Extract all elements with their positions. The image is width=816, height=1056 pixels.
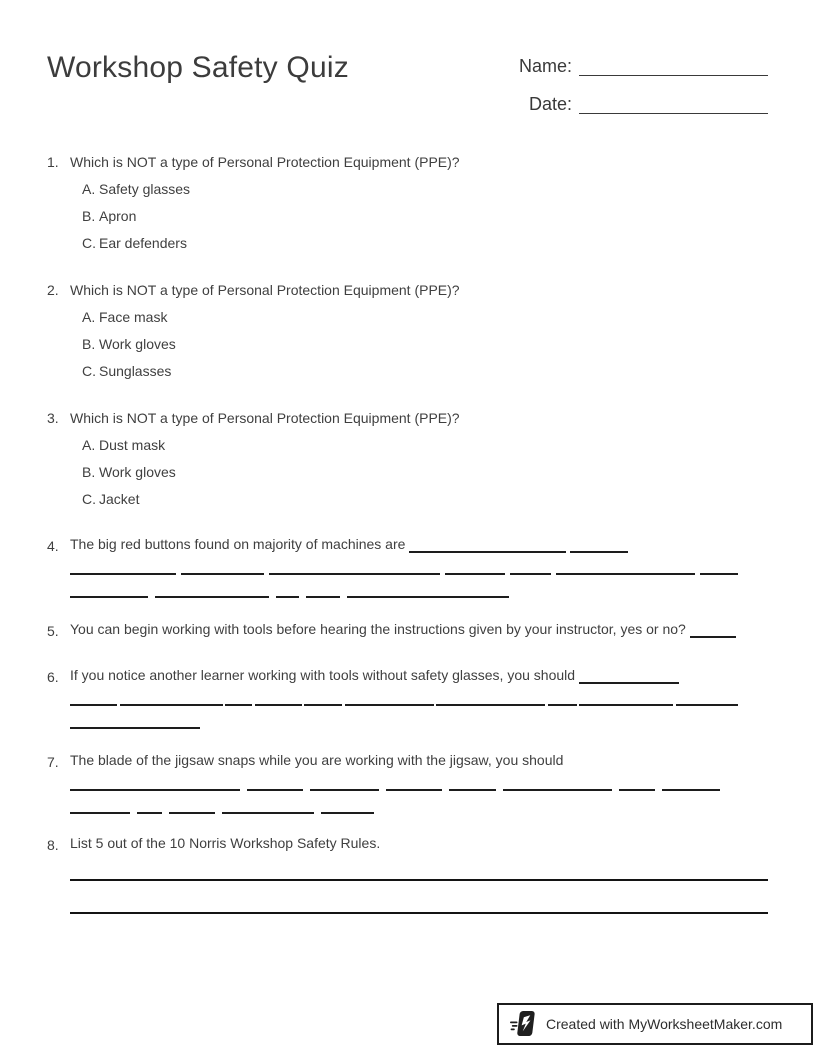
answer-blank[interactable]	[169, 812, 215, 814]
question-number: 1.	[47, 154, 59, 170]
question-text: Which is NOT a type of Personal Protection Equipment (PPE)?	[70, 154, 460, 170]
answer-blank[interactable]	[310, 789, 379, 791]
question-content	[70, 664, 768, 733]
option-text: Jacket	[99, 491, 140, 507]
credit-text: Created with MyWorksheetMaker.com	[546, 1016, 783, 1032]
answer-blank[interactable]	[70, 573, 176, 575]
answer-blank[interactable]	[548, 704, 577, 706]
question-item-3	[47, 405, 768, 513]
option-text: Work gloves	[99, 336, 176, 352]
credit-badge	[497, 1003, 813, 1045]
answer-blank[interactable]	[321, 812, 374, 814]
option-text: Dust mask	[99, 437, 166, 453]
option-text: Face mask	[99, 309, 168, 325]
answer-blank[interactable]	[255, 704, 302, 706]
question-text: Which is NOT a type of Personal Protection Equipment (PPE)?	[70, 282, 460, 298]
answer-blank[interactable]	[386, 789, 442, 791]
answer-blank-row	[70, 579, 738, 602]
answer-blank-row	[70, 556, 738, 579]
answer-line[interactable]	[70, 879, 768, 881]
question-content	[70, 749, 768, 818]
option-text: Sunglasses	[99, 363, 172, 379]
question-number: 7.	[47, 754, 59, 770]
choice-option[interactable]	[82, 304, 768, 331]
option-letter: C.	[82, 491, 96, 507]
myworksheetmaker-logo-icon	[510, 1009, 537, 1039]
answer-blank-row	[70, 795, 738, 818]
question-text: You can begin working with tools before hearing the instructions given by your instructor, yes or no?	[70, 618, 738, 641]
question-number: 4.	[47, 538, 59, 554]
question-text: If you notice another learner working with tools without safety glasses, you should	[70, 664, 738, 687]
choice-option[interactable]	[82, 203, 768, 230]
option-letter: B.	[82, 208, 96, 224]
worksheet-header	[0, 0, 816, 115]
name-field	[510, 51, 768, 77]
answer-blank[interactable]	[225, 704, 252, 706]
question-text: Which is NOT a type of Personal Protection Equipment (PPE)?	[70, 410, 460, 426]
answer-blank[interactable]	[676, 704, 738, 706]
answer-blank[interactable]	[155, 596, 269, 598]
answer-blank[interactable]	[222, 812, 314, 814]
question-list	[0, 115, 816, 914]
question-item-7	[47, 749, 768, 818]
answer-blank[interactable]	[700, 573, 738, 575]
answer-blank[interactable]	[70, 596, 148, 598]
answer-blank-row	[70, 772, 738, 795]
date-field	[510, 89, 768, 115]
answer-blank[interactable]	[120, 704, 223, 706]
answer-blank-row	[70, 687, 738, 710]
question-item-1	[47, 149, 768, 257]
answer-blank[interactable]	[70, 789, 240, 791]
answer-blank[interactable]	[347, 596, 509, 598]
option-letter: C.	[82, 363, 96, 379]
question-item-8	[47, 832, 768, 914]
choice-option[interactable]	[82, 230, 768, 257]
answer-blank[interactable]	[306, 596, 340, 598]
choice-option[interactable]	[82, 331, 768, 358]
choice-option[interactable]	[82, 358, 768, 385]
question-text: The blade of the jigsaw snaps while you are working with the jigsaw, you should	[70, 752, 564, 768]
answer-blank[interactable]	[503, 789, 612, 791]
answer-blank[interactable]	[449, 789, 496, 791]
answer-line[interactable]	[70, 912, 768, 914]
page-title: Workshop Safety Quiz	[47, 51, 349, 84]
answer-blank-row	[70, 710, 738, 733]
answer-blank[interactable]	[181, 573, 264, 575]
question-number: 2.	[47, 282, 59, 298]
answer-blank[interactable]	[579, 670, 679, 684]
question-item-6	[47, 664, 768, 733]
choice-option[interactable]	[82, 486, 768, 513]
date-label: Date:	[528, 94, 572, 114]
answer-blank[interactable]	[619, 789, 655, 791]
choice-option[interactable]	[82, 459, 768, 486]
question-content	[70, 149, 768, 257]
question-content	[70, 832, 768, 914]
answer-blank[interactable]	[445, 573, 505, 575]
question-number: 5.	[47, 623, 59, 639]
option-letter: A.	[82, 181, 96, 197]
question-number: 6.	[47, 669, 59, 685]
answer-blank[interactable]	[690, 624, 736, 638]
header-fields	[510, 51, 768, 115]
answer-blank[interactable]	[570, 539, 628, 553]
answer-blank[interactable]	[304, 704, 342, 706]
question-content	[70, 277, 768, 385]
option-text: Work gloves	[99, 464, 176, 480]
question-item-4	[47, 533, 768, 602]
answer-blank[interactable]	[662, 789, 720, 791]
question-content	[70, 533, 768, 602]
answer-blank[interactable]	[269, 573, 440, 575]
option-letter: B.	[82, 336, 96, 352]
answer-blank[interactable]	[137, 812, 162, 814]
question-number: 8.	[47, 837, 59, 853]
option-letter: B.	[82, 464, 96, 480]
question-text: List 5 out of the 10 Norris Workshop Safety Rules.	[70, 835, 381, 851]
option-text: Apron	[99, 208, 137, 224]
question-text: The big red buttons found on majority of machines are	[70, 533, 738, 556]
answer-blank[interactable]	[579, 704, 673, 706]
option-text: Safety glasses	[99, 181, 191, 197]
answer-blank[interactable]	[70, 704, 117, 706]
choice-option[interactable]	[82, 432, 768, 459]
answer-blank[interactable]	[556, 573, 695, 575]
option-letter: A.	[82, 309, 96, 325]
answer-blank[interactable]	[247, 789, 303, 791]
answer-blank[interactable]	[70, 812, 130, 814]
name-label: Name:	[518, 56, 572, 76]
date-input-line[interactable]	[579, 113, 768, 114]
answer-blank[interactable]	[345, 704, 434, 706]
question-item-2	[47, 277, 768, 385]
question-content	[70, 405, 768, 513]
answer-blank[interactable]	[436, 704, 545, 706]
question-content	[70, 618, 768, 645]
choice-option[interactable]	[82, 176, 768, 203]
answer-blank[interactable]	[276, 596, 299, 598]
answer-blank[interactable]	[510, 573, 551, 575]
answer-blank[interactable]	[409, 539, 566, 553]
question-item-5	[47, 618, 768, 645]
answer-blank[interactable]	[70, 727, 200, 729]
option-letter: C.	[82, 235, 96, 251]
name-input-line[interactable]	[579, 75, 768, 76]
option-text: Ear defenders	[99, 235, 187, 251]
question-number: 3.	[47, 410, 59, 426]
option-letter: A.	[82, 437, 96, 453]
